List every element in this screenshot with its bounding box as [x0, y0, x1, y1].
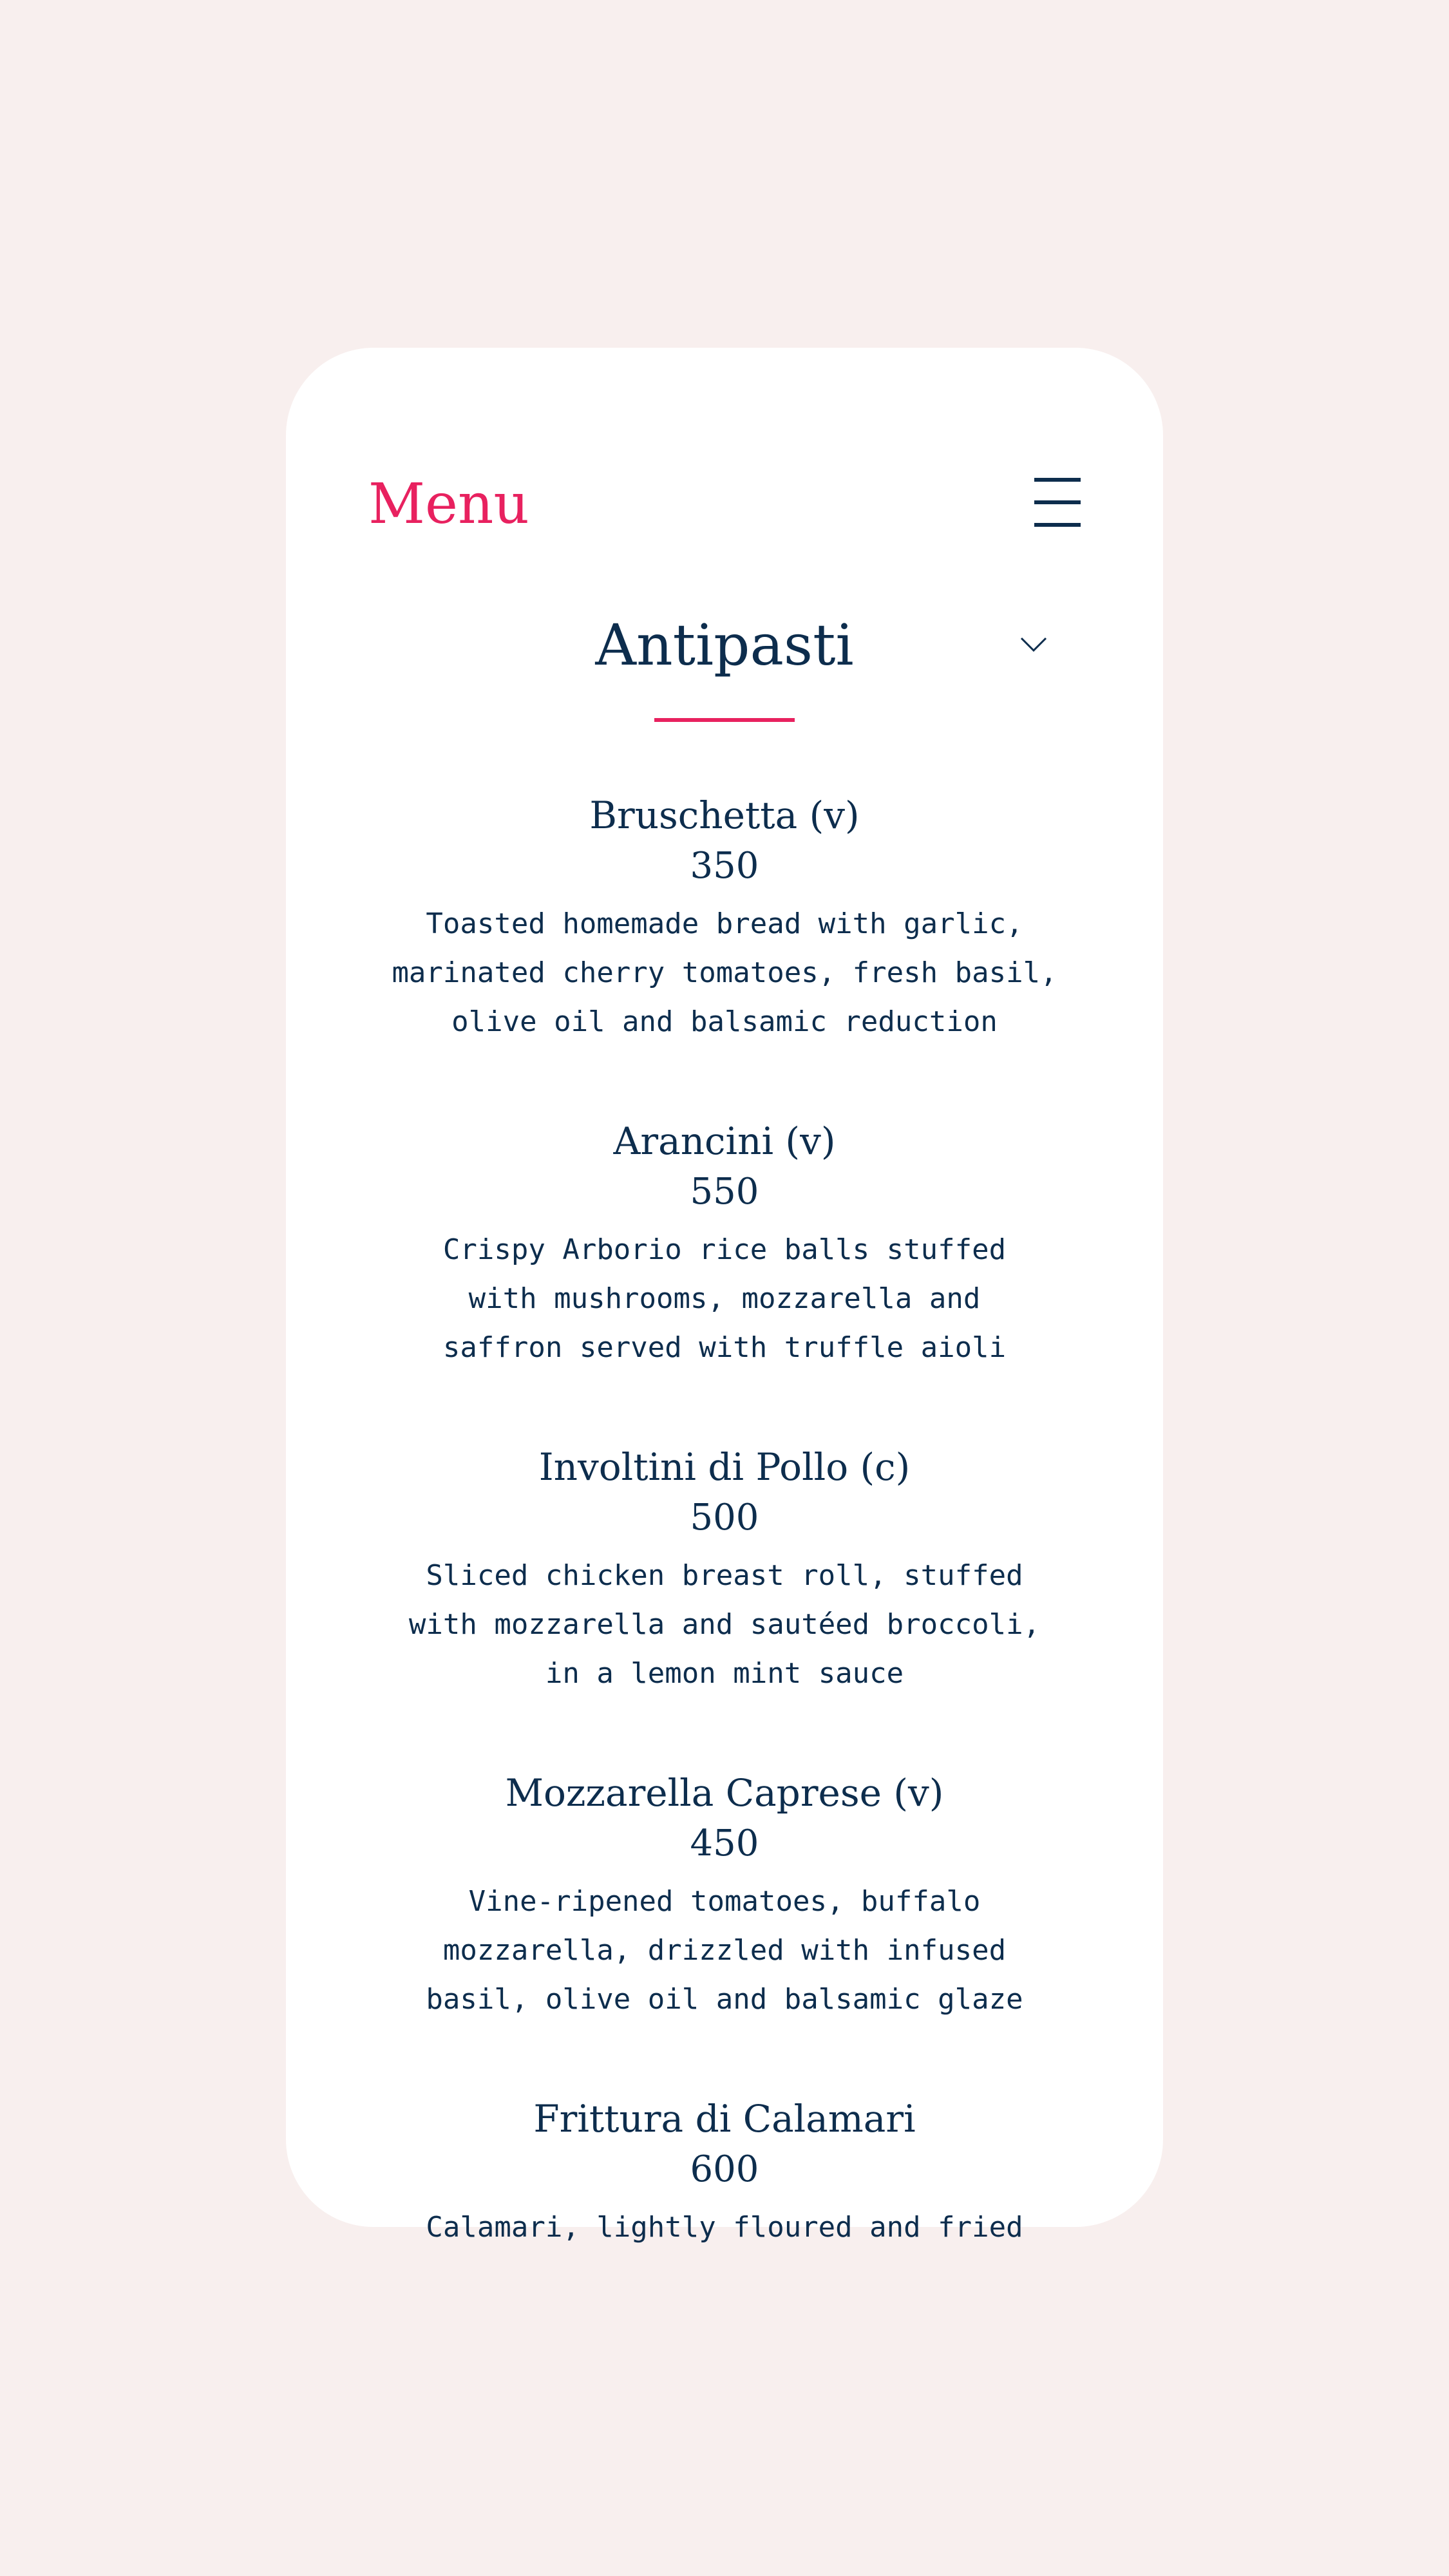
item-name: Involtini di Pollo (c) [538, 1445, 911, 1489]
header [368, 472, 1081, 554]
item-description: Toasted homemade bread with garlic, marinated cherry tomatoes, fresh basil, olive oil and balsamic reduction [392, 907, 1057, 1038]
item-price: 500 [690, 1497, 759, 1539]
item-description: Vine-ripened tomatoes, buffalo mozzarella, drizzled with infused basil, olive oil and balsamic glaze [426, 1885, 1023, 2016]
item-name: Mozzarella Caprese (v) [505, 1771, 944, 1815]
item-name: Bruschetta (v) [589, 793, 860, 837]
menu-item[interactable] [286, 1766, 1163, 2092]
menu-card [286, 348, 1163, 2244]
item-price: 600 [690, 2148, 759, 2190]
menu-items-list [286, 789, 1163, 2418]
menu-item[interactable] [286, 1441, 1163, 1766]
category-selector[interactable]: Antipasti [595, 612, 854, 678]
item-price: 350 [690, 845, 759, 887]
item-name: Arancini (v) [613, 1119, 836, 1163]
menu-item[interactable] [286, 789, 1163, 1115]
chevron-down-icon[interactable] [1020, 636, 1047, 653]
item-name: Frittura di Calamari [533, 2097, 916, 2141]
item-price: 550 [690, 1171, 759, 1213]
category-underline [654, 718, 795, 722]
item-price: 450 [690, 1823, 759, 1864]
menu-item[interactable] [286, 2092, 1163, 2418]
item-description: Crispy Arborio rice balls stuffed with mushrooms, mozzarella and saffron served with truffle aioli [442, 1233, 1007, 1364]
menu-item[interactable] [286, 1115, 1163, 1441]
item-description: Sliced chicken breast roll, stuffed with mozzarella and sautéed broccoli, in a lemon mint sauce [408, 1559, 1041, 1690]
hamburger-menu-icon[interactable] [1034, 478, 1081, 527]
page-title: Menu [368, 472, 529, 536]
item-description: Calamari, lightly floured and fried [426, 2211, 1023, 2244]
